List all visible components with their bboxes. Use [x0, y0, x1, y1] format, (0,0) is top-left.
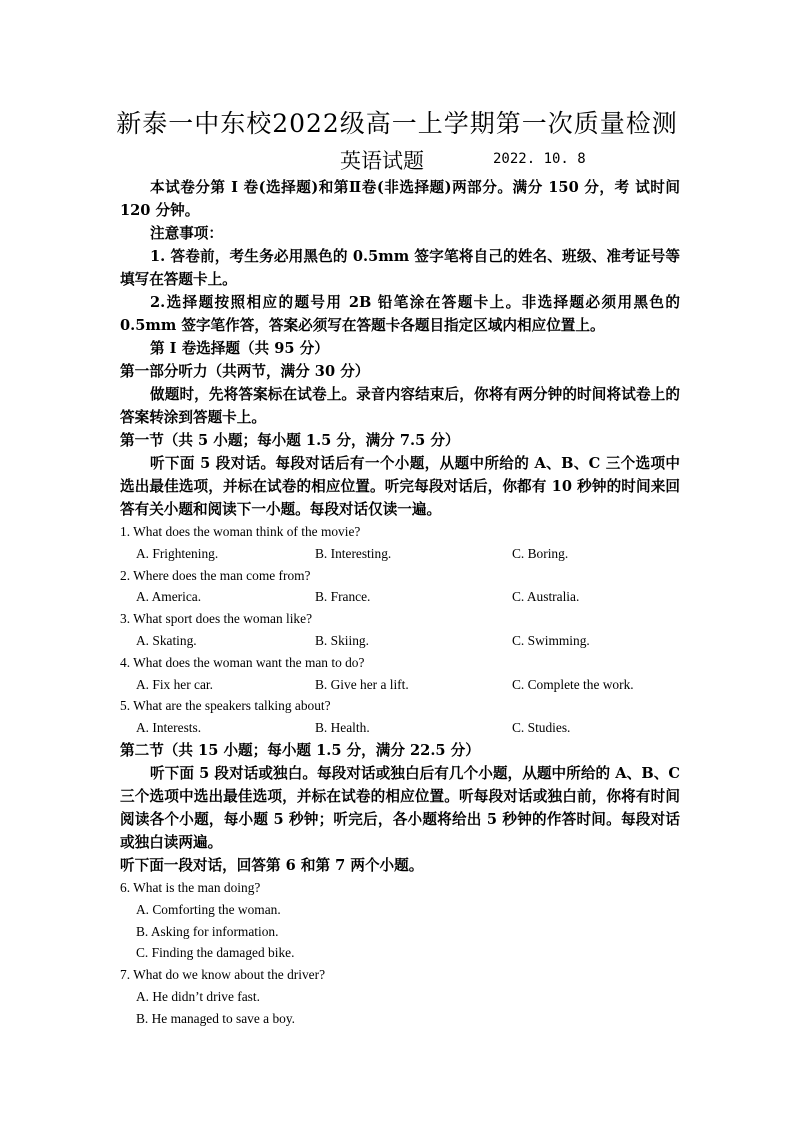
- exam-title: 新泰一中东校2022级高一上学期第一次质量检测: [116, 109, 678, 138]
- exam-date: 2022. 10. 8: [493, 151, 586, 167]
- option-c: C. Boring.: [512, 545, 569, 561]
- section-2-intro: 听下面 5 段对话或独白。每段对话或独白后有几个小题，从题中所给的 A、B、C 三个选项中选出最佳选项，并标在试卷的相应位置。听每段对话或独白前，你将有时间阅读各个小题，每小题 5 秒钟；听完后，各小题将给出 5 秒钟的作答时间。每段对话或独白读两遍。: [120, 764, 680, 851]
- option-a: A. America.: [136, 589, 202, 605]
- question-text: 2. Where does the man come from?: [120, 567, 311, 583]
- option-b: B. France.: [315, 589, 371, 605]
- question-item: [120, 695, 680, 739]
- option-c: C. Swimming.: [512, 632, 590, 648]
- option-a: A. Frightening.: [136, 545, 219, 561]
- listening-part-heading: 第一部分听力（共两节，满分 30 分）: [120, 363, 370, 380]
- question-text: 6. What is the man doing?: [120, 879, 261, 895]
- question-item: [120, 964, 680, 1029]
- question-text: 3. What sport does the woman like?: [120, 611, 313, 627]
- option-a: A. Fix her car.: [136, 676, 213, 692]
- question-options: [120, 586, 680, 608]
- question-text: 7. What do we know about the driver?: [120, 967, 326, 983]
- note-1: 1. 答卷前，考生务必用黑色的 0.5mm 签字笔将自己的姓名、班级、准考证号等填写在答题卡上。: [120, 248, 680, 288]
- option-b: B. Give her a lift.: [315, 676, 409, 692]
- notes-heading: 注意事项：: [150, 225, 223, 242]
- listening-part-intro: 做题时，先将答案标在试卷上。录音内容结束后，你将有两分钟的时间将试卷上的答案转涂到答题卡上。: [120, 386, 680, 426]
- instructions-paragraph: 本试卷分第 I 卷(选择题)和第Ⅱ卷(非选择题)两部分。满分 150 分，考 试时间 120 分钟。: [120, 179, 680, 219]
- option-a: A. Interests.: [136, 720, 202, 736]
- option-c: C. Finding the damaged bike.: [136, 945, 295, 961]
- option-a: A. Comforting the woman.: [136, 901, 281, 917]
- question-options: [120, 717, 680, 739]
- option-b: B. Health.: [315, 720, 370, 736]
- option-c: C. Studies.: [512, 720, 571, 736]
- exam-body: [120, 176, 680, 1030]
- option-c: C. Complete the work.: [512, 676, 634, 692]
- option-a: A. Skating.: [136, 632, 197, 648]
- option-b: B. Skiing.: [315, 632, 369, 648]
- question-item: [120, 877, 680, 964]
- dialog-instruction: 听下面一段对话，回答第 6 和第 7 两个小题。: [120, 856, 424, 874]
- question-options: [120, 674, 680, 696]
- question-options: [120, 630, 680, 652]
- section-2-heading: 第二节（共 15 小题；每小题 1.5 分，满分 22.5 分）: [120, 741, 480, 759]
- question-text: 5. What are the speakers talking about?: [120, 698, 331, 714]
- exam-subject: 英语试题: [340, 149, 424, 173]
- question-text: 4. What does the woman want the man to do?: [120, 654, 365, 670]
- section-1-intro: 听下面 5 段对话。每段对话后有一个小题，从题中所给的 A、B、C 三个选项中选出最佳选项，并标在试卷的相应位置。听完每段对话后，你都有 10 秒钟的时间来回答有关小题和阅读下一小题。每段对话仅读一遍。: [120, 455, 680, 518]
- volume-1-heading: 第 I 卷选择题（共 95 分）: [150, 340, 329, 357]
- note-2: 2.选择题按照相应的题号用 2B 铅笔涂在答题卡上。非选择题必须用黑色的 0.5mm 签字笔作答，答案必须写在答题卡各题目指定区域内相应位置上。: [120, 294, 680, 334]
- question-item: [120, 565, 680, 609]
- question-item: [120, 652, 680, 696]
- option-c: C. Australia.: [512, 589, 580, 605]
- option-b: B. He managed to save a boy.: [136, 1010, 296, 1026]
- question-item: [120, 521, 680, 565]
- section-1-heading: 第一节（共 5 小题；每小题 1.5 分，满分 7.5 分）: [120, 432, 460, 449]
- option-b: B. Interesting.: [315, 545, 392, 561]
- question-item: [120, 608, 680, 652]
- option-a: A. He didn’t drive fast.: [136, 988, 260, 1004]
- option-b: B. Asking for information.: [136, 923, 279, 939]
- section-1-questions: [120, 521, 680, 739]
- question-text: 1. What does the woman think of the movie?: [120, 524, 361, 539]
- question-options: [120, 543, 680, 565]
